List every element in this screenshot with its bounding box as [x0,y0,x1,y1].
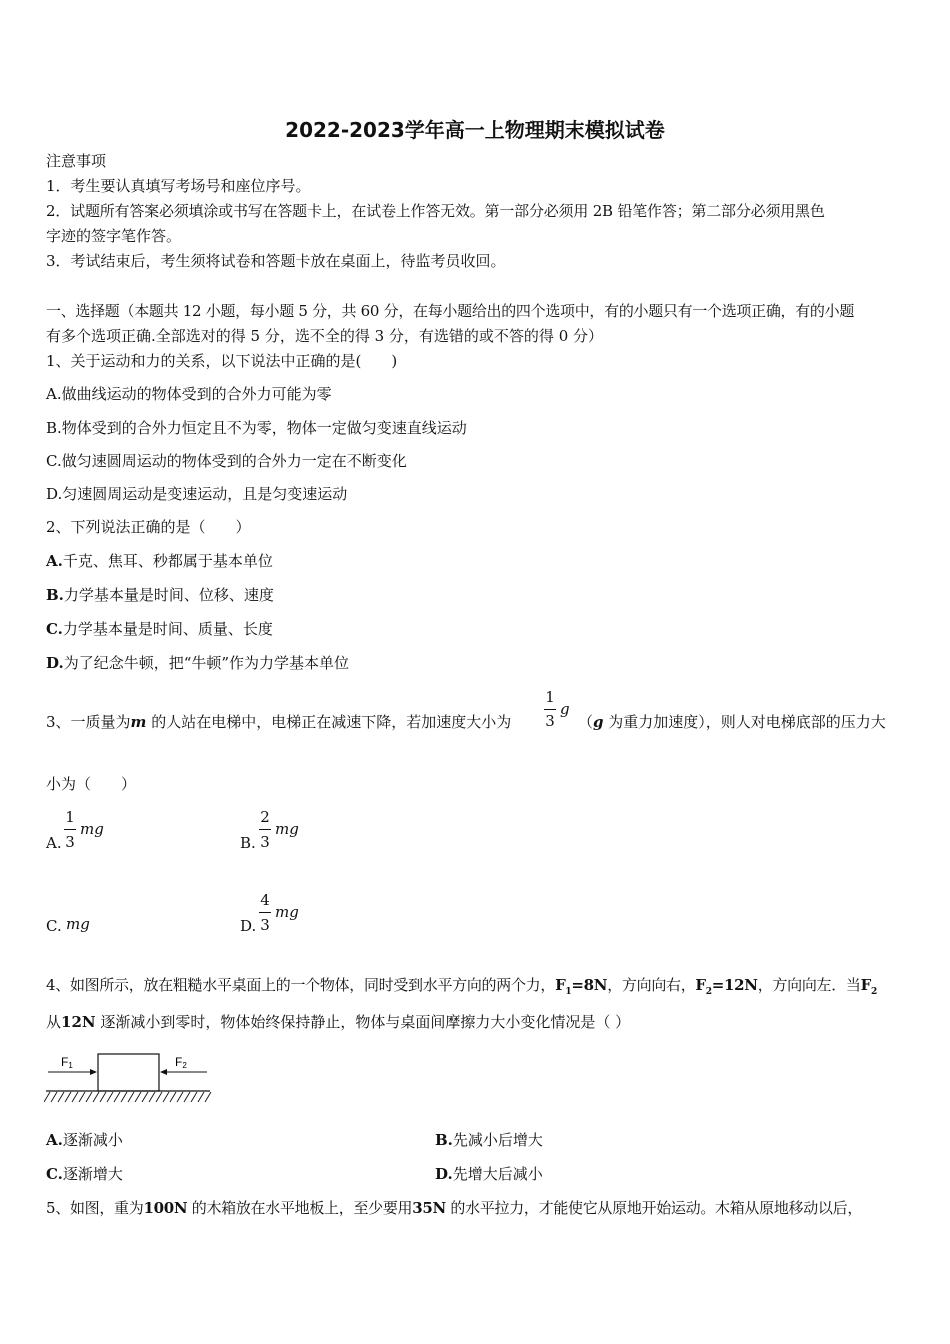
page-title: 2022-2023学年高一上物理期末模拟试卷 [285,118,665,142]
stem-text: ，方向向右， [607,976,696,994]
option-variable: mg [66,915,90,933]
question-3-stem-line2: 小为（ ） [46,775,137,793]
fraction-numerator: 1 [545,688,555,706]
fraction-denominator: 3 [260,916,270,934]
question-3-stem-cont [578,712,886,732]
question-2-option-d [46,653,349,673]
question-2-option-a [46,551,273,571]
force-subscript: 2 [705,987,712,997]
force-diagram [44,1046,214,1106]
force-symbol: F [695,976,706,994]
force-value: 12N [61,1013,96,1031]
option-label: C. [46,620,63,638]
f1-arrowhead [90,1069,97,1075]
notice-item-2-cont: 字迹的签字笔作答。 [46,227,182,245]
stem-text: 从 [46,1013,62,1031]
force-value: =12N [711,976,758,994]
question-2-option-b [46,585,274,605]
stem-text: 的水平拉力，才能使它从原地开始运动。木箱从原地移动以后， [445,1199,863,1217]
f2-arrowhead [160,1069,167,1075]
question-2-stem: 2、下列说法正确的是（ ） [46,518,251,536]
question-4-stem-line2 [46,1012,630,1032]
option-variable: mg [275,903,299,921]
force-subscript: 2 [870,987,877,997]
stem-text: 的人站在电梯中，电梯正在减速下降，若加速度大小为 [146,713,512,731]
question-1-option-c: C.做匀速圆周运动的物体受到的合外力一定在不断变化 [46,452,407,470]
question-3-option-b-label: B. [240,834,256,852]
fraction-numerator: 4 [260,891,270,909]
option-text: 力学基本量是时间、位移、速度 [63,586,274,604]
option-text: 千克、焦耳、秒都属于基本单位 [62,552,273,570]
question-1-option-a: A.做曲线运动的物体受到的合外力可能为零 [46,385,332,403]
fraction-bar [259,829,271,830]
option-label: D. [435,1165,453,1183]
ground-hatch [44,1092,211,1102]
question-2-option-c [46,619,273,639]
fraction-denominator: 3 [260,833,270,851]
stem-text: ，方向向左．当 [757,976,861,994]
section-instructions: 一、选择题（本题共 12 小题，每小题 5 分，共 60 分，在每小题给出的四个选项中，有的小题只有一个选项正确，有的小题 [46,302,855,320]
option-variable: mg [80,820,104,838]
stem-text: 的木箱放在水平地板上，至少要用 [187,1199,413,1217]
notice-item-2: 2．试题所有答案必须填涂或书写在答题卡上，在试卷上作答无效。第一部分必须用 2B 铅笔作答；第二部分必须用黑色 [46,202,825,220]
question-4-option-b [435,1130,543,1150]
notice-item-1: 1．考生要认真填写考场号和座位序号。 [46,177,311,195]
fraction-bar [64,829,76,830]
stem-text: 3、一质量为 [46,713,131,731]
question-3-stem [46,712,511,732]
mass-symbol: m [130,713,147,731]
option-text: 逐渐增大 [62,1165,123,1183]
option-label: A. [46,552,63,570]
question-3-option-c-label: C. [46,917,62,935]
notice-item-3: 3．考试结束后，考生须将试卷和答题卡放在桌面上，待监考员收回。 [46,252,506,270]
option-text: 先减小后增大 [452,1131,543,1149]
question-1-stem: 1、关于运动和力的关系，以下说法中正确的是( ) [46,352,398,370]
stem-text: 逐渐减小到零时，物体始终保持静止，物体与桌面间摩擦力大小变化情况是（ ） [95,1013,631,1031]
question-4-option-a [46,1130,123,1150]
question-4-option-d [435,1164,543,1184]
option-text: 先增大后减小 [452,1165,543,1183]
fraction-bar [544,709,556,710]
question-4-option-c [46,1164,123,1184]
weight-value: 100N [143,1199,188,1217]
option-text: 为了纪念牛顿，把“牛顿”作为力学基本单位 [63,654,350,672]
f2-label: F2 [175,1055,187,1070]
section-instructions-cont: 有多个选项正确.全部选对的得 5 分，选不全的得 3 分，有选错的或不答的得 0 分） [46,327,604,345]
question-1-option-d: D.匀速圆周运动是变速运动，且是匀变速运动 [46,485,348,503]
option-label: A. [46,1131,63,1149]
stem-text: （ [578,713,594,731]
fraction-numerator: 2 [260,808,270,826]
gravity-symbol: g [560,700,570,718]
f1-label: F1 [61,1055,73,1070]
question-4-stem [46,975,877,1002]
option-label: B. [46,586,64,604]
force-subscript: 1 [565,987,572,997]
notice-heading: 注意事项 [46,152,107,170]
question-3-option-a-label: A. [46,834,62,852]
question-1-option-b: B.物体受到的合外力恒定且不为零，物体一定做匀变速直线运动 [46,419,467,437]
fraction-bar [259,912,271,913]
option-variable: mg [275,820,299,838]
block [98,1054,159,1091]
option-label: D. [46,654,64,672]
fraction-denominator: 3 [545,712,555,730]
force-value: =8N [571,976,608,994]
question-5-stem [46,1198,862,1218]
stem-text: 为重力加速度），则人对电梯底部的压力大 [603,713,886,731]
fraction-numerator: 1 [65,808,75,826]
force-symbol: F [860,976,871,994]
gravity-symbol: g [593,713,604,731]
stem-text: 4、如图所示，放在粗糙水平桌面上的一个物体，同时受到水平方向的两个力， [46,976,556,994]
option-label: B. [435,1131,453,1149]
stem-text: 5、如图，重为 [46,1199,144,1217]
question-3-option-d-label: D. [240,917,257,935]
option-text: 逐渐减小 [62,1131,123,1149]
option-label: C. [46,1165,63,1183]
force-value: 35N [412,1199,446,1217]
force-symbol: F [555,976,566,994]
fraction-denominator: 3 [65,833,75,851]
option-text: 力学基本量是时间、质量、长度 [62,620,273,638]
